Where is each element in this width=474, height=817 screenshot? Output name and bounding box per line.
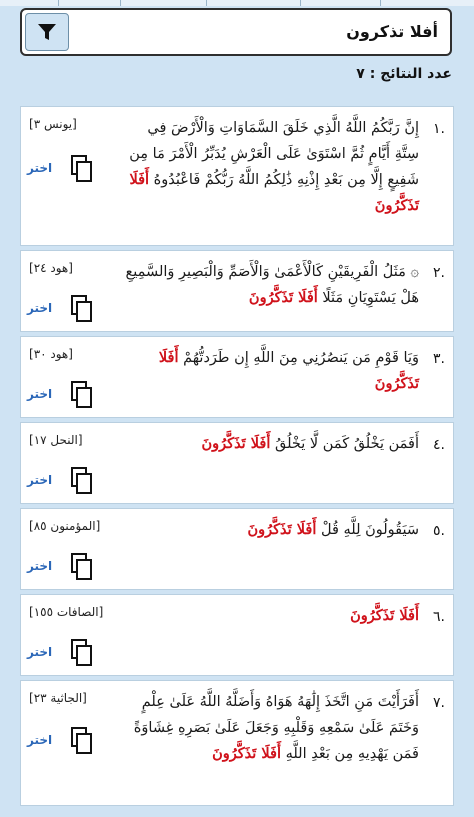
filter-icon bbox=[36, 21, 58, 43]
choose-button[interactable]: اختر bbox=[27, 387, 53, 401]
result-item bbox=[20, 508, 454, 590]
verse-text[interactable]: إِنَّ رَبَّكُمُ اللَّهُ الَّذِي خَلَقَ السَّمَاوَاتِ وَالْأَرْضَ فِي سِتَّةِ أَيَّامٍ ثُمَّ اسْتَوَىٰ عَلَى الْعَرْشِ يُدَبِّرُ الْأَمْرَ مَا مِن شَفِيعٍ إِلَّا مِن بَعْدِ إِذْنِهِ ذَٰلِكُمُ اللَّهُ رَبُّكُمْ فَاعْبُدُوهُ أَفَلَا تَذَكَّرُونَ bbox=[129, 120, 419, 214]
top-tab-strip bbox=[0, 0, 474, 6]
copy-icon[interactable] bbox=[71, 295, 93, 323]
verse-text[interactable]: ۞ مَثَلُ الْفَرِيقَيْنِ كَالْأَعْمَىٰ وَالْأَصَمِّ وَالْبَصِيرِ وَالسَّمِيعِ هَلْ يَسْتَوِيَانِ مَثَلًا أَفَلَا تَذَكَّرُونَ bbox=[125, 264, 419, 306]
copy-icon[interactable] bbox=[71, 381, 93, 409]
result-item bbox=[20, 336, 454, 418]
filter-button[interactable] bbox=[25, 13, 69, 51]
search-bar[interactable] bbox=[20, 8, 452, 56]
result-number: .٣ bbox=[433, 351, 445, 367]
verse-text[interactable]: وَيَا قَوْمِ مَن يَنصُرُنِي مِنَ اللَّهِ إِن طَرَدتُّهُمْ أَفَلَا تَذَكَّرُونَ bbox=[158, 349, 419, 392]
result-number: .١ bbox=[433, 121, 445, 137]
verse-reference: [المؤمنون ٨٥] bbox=[29, 519, 101, 533]
choose-button[interactable]: اختر bbox=[27, 301, 53, 315]
verse-reference: [هود ٢٤] bbox=[29, 261, 73, 275]
choose-button[interactable]: اختر bbox=[27, 161, 53, 175]
result-number: .٥ bbox=[433, 523, 445, 539]
choose-button[interactable]: اختر bbox=[27, 645, 53, 659]
verse-reference: [يونس ٣] bbox=[29, 117, 77, 131]
verse-text[interactable]: أَفَلَا تَذَكَّرُونَ bbox=[350, 607, 419, 624]
result-item bbox=[20, 106, 454, 246]
verse-reference: [النحل ١٧] bbox=[29, 433, 83, 447]
verse-text[interactable]: أَفَرَأَيْتَ مَنِ اتَّخَذَ إِلَٰهَهُ هَوَاهُ وَأَضَلَّهُ اللَّهُ عَلَىٰ عِلْمٍ وَخَتَمَ عَلَىٰ سَمْعِهِ وَقَلْبِهِ وَجَعَلَ عَلَىٰ بَصَرِهِ غِشَاوَةً فَمَن يَهْدِيهِ مِن بَعْدِ اللَّهِ أَفَلَا تَذَكَّرُونَ bbox=[133, 694, 419, 762]
choose-button[interactable]: اختر bbox=[27, 733, 53, 747]
copy-icon[interactable] bbox=[71, 727, 93, 755]
result-item bbox=[20, 680, 454, 806]
result-number: .٦ bbox=[433, 609, 445, 625]
result-number: .٧ bbox=[433, 695, 445, 711]
result-item bbox=[20, 250, 454, 332]
verse-text[interactable]: أَفَمَن يَخْلُقُ كَمَن لَّا يَخْلُقُ أَفَلَا تَذَكَّرُونَ bbox=[201, 435, 419, 452]
choose-button[interactable]: اختر bbox=[27, 559, 53, 573]
copy-icon[interactable] bbox=[71, 155, 93, 183]
verse-reference: [الصافات ١٥٥] bbox=[29, 605, 104, 619]
verse-text[interactable]: سَيَقُولُونَ لِلَّهِ قُلْ أَفَلَا تَذَكَّرُونَ bbox=[247, 521, 419, 538]
copy-icon[interactable] bbox=[71, 639, 93, 667]
result-item bbox=[20, 422, 454, 504]
result-number: .٢ bbox=[433, 265, 445, 281]
copy-icon[interactable] bbox=[71, 553, 93, 581]
result-number: .٤ bbox=[433, 437, 445, 453]
choose-button[interactable]: اختر bbox=[27, 473, 53, 487]
verse-reference: [هود ٣٠] bbox=[29, 347, 73, 361]
result-item bbox=[20, 594, 454, 676]
copy-icon[interactable] bbox=[71, 467, 93, 495]
search-input[interactable]: أفلا تذكرون bbox=[346, 22, 438, 41]
results-count: عدد النتائج : ٧ bbox=[356, 66, 452, 82]
verse-reference: [الجاثية ٢٣] bbox=[29, 691, 87, 705]
